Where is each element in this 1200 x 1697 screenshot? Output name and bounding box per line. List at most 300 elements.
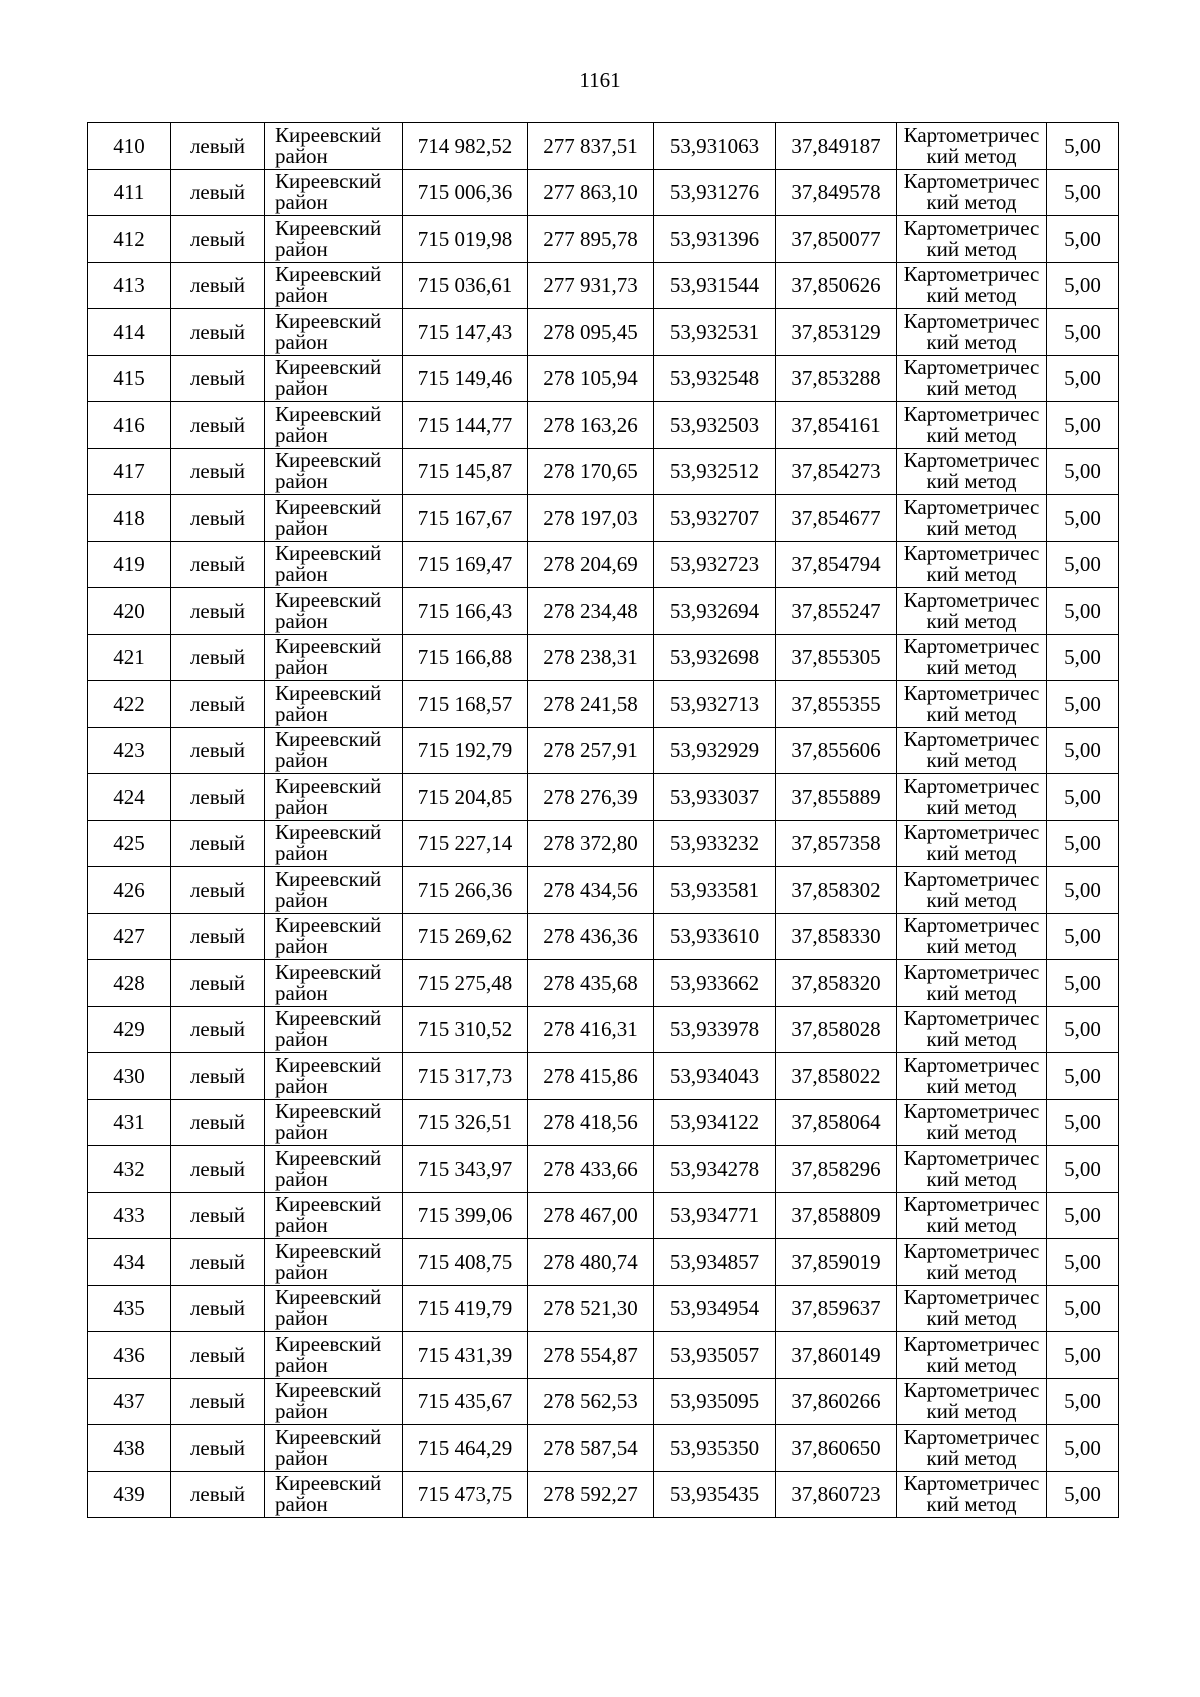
latitude-cell: 53,933581 bbox=[654, 867, 776, 914]
side-cell: левый bbox=[171, 681, 265, 728]
method-cell: Картометрический метод bbox=[897, 1425, 1047, 1472]
point-number-cell: 412 bbox=[88, 216, 171, 263]
district-cell: Киреевский район bbox=[265, 309, 403, 356]
accuracy-cell: 5,00 bbox=[1047, 588, 1119, 635]
accuracy-cell: 5,00 bbox=[1047, 774, 1119, 821]
method-cell: Картометрический метод bbox=[897, 681, 1047, 728]
longitude-cell: 37,854161 bbox=[776, 402, 897, 449]
y-coordinate-cell: 278 467,00 bbox=[528, 1192, 654, 1239]
x-coordinate-cell: 715 266,36 bbox=[403, 867, 528, 914]
latitude-cell: 53,934857 bbox=[654, 1239, 776, 1286]
longitude-cell: 37,858330 bbox=[776, 913, 897, 960]
y-coordinate-cell: 278 592,27 bbox=[528, 1471, 654, 1518]
accuracy-cell: 5,00 bbox=[1047, 495, 1119, 542]
x-coordinate-cell: 715 269,62 bbox=[403, 913, 528, 960]
accuracy-cell: 5,00 bbox=[1047, 262, 1119, 309]
district-cell: Киреевский район bbox=[265, 1471, 403, 1518]
point-number-cell: 423 bbox=[88, 727, 171, 774]
y-coordinate-cell: 278 241,58 bbox=[528, 681, 654, 728]
longitude-cell: 37,860149 bbox=[776, 1332, 897, 1379]
y-coordinate-cell: 278 105,94 bbox=[528, 355, 654, 402]
x-coordinate-cell: 715 166,43 bbox=[403, 588, 528, 635]
side-cell: левый bbox=[171, 216, 265, 263]
method-cell: Картометрический метод bbox=[897, 402, 1047, 449]
method-cell: Картометрический метод bbox=[897, 1006, 1047, 1053]
district-cell: Киреевский район bbox=[265, 727, 403, 774]
y-coordinate-cell: 278 434,56 bbox=[528, 867, 654, 914]
side-cell: левый bbox=[171, 1239, 265, 1286]
point-number-cell: 430 bbox=[88, 1053, 171, 1100]
accuracy-cell: 5,00 bbox=[1047, 448, 1119, 495]
x-coordinate-cell: 715 343,97 bbox=[403, 1146, 528, 1193]
point-number-cell: 417 bbox=[88, 448, 171, 495]
accuracy-cell: 5,00 bbox=[1047, 1378, 1119, 1425]
longitude-cell: 37,858320 bbox=[776, 960, 897, 1007]
point-number-cell: 438 bbox=[88, 1425, 171, 1472]
x-coordinate-cell: 715 167,67 bbox=[403, 495, 528, 542]
longitude-cell: 37,860266 bbox=[776, 1378, 897, 1425]
side-cell: левый bbox=[171, 448, 265, 495]
longitude-cell: 37,850077 bbox=[776, 216, 897, 263]
point-number-cell: 434 bbox=[88, 1239, 171, 1286]
point-number-cell: 419 bbox=[88, 541, 171, 588]
longitude-cell: 37,850626 bbox=[776, 262, 897, 309]
latitude-cell: 53,932512 bbox=[654, 448, 776, 495]
point-number-cell: 418 bbox=[88, 495, 171, 542]
page-number: 1161 bbox=[579, 68, 621, 92]
point-number-cell: 414 bbox=[88, 309, 171, 356]
side-cell: левый bbox=[171, 541, 265, 588]
district-cell: Киреевский район bbox=[265, 960, 403, 1007]
point-number-cell: 424 bbox=[88, 774, 171, 821]
longitude-cell: 37,849578 bbox=[776, 169, 897, 216]
table-row bbox=[88, 774, 1119, 821]
y-coordinate-cell: 277 837,51 bbox=[528, 123, 654, 170]
side-cell: левый bbox=[171, 1378, 265, 1425]
side-cell: левый bbox=[171, 588, 265, 635]
point-number-cell: 437 bbox=[88, 1378, 171, 1425]
longitude-cell: 37,855889 bbox=[776, 774, 897, 821]
point-number-cell: 431 bbox=[88, 1099, 171, 1146]
point-number-cell: 436 bbox=[88, 1332, 171, 1379]
table-row bbox=[88, 1239, 1119, 1286]
accuracy-cell: 5,00 bbox=[1047, 1285, 1119, 1332]
method-cell: Картометрический метод bbox=[897, 1239, 1047, 1286]
side-cell: левый bbox=[171, 1332, 265, 1379]
x-coordinate-cell: 715 408,75 bbox=[403, 1239, 528, 1286]
side-cell: левый bbox=[171, 1146, 265, 1193]
y-coordinate-cell: 277 863,10 bbox=[528, 169, 654, 216]
point-number-cell: 435 bbox=[88, 1285, 171, 1332]
accuracy-cell: 5,00 bbox=[1047, 1006, 1119, 1053]
method-cell: Картометрический метод bbox=[897, 1099, 1047, 1146]
longitude-cell: 37,858022 bbox=[776, 1053, 897, 1100]
latitude-cell: 53,932713 bbox=[654, 681, 776, 728]
method-cell: Картометрический метод bbox=[897, 448, 1047, 495]
y-coordinate-cell: 278 415,86 bbox=[528, 1053, 654, 1100]
side-cell: левый bbox=[171, 1053, 265, 1100]
latitude-cell: 53,931276 bbox=[654, 169, 776, 216]
accuracy-cell: 5,00 bbox=[1047, 309, 1119, 356]
accuracy-cell: 5,00 bbox=[1047, 681, 1119, 728]
side-cell: левый bbox=[171, 1006, 265, 1053]
method-cell: Картометрический метод bbox=[897, 634, 1047, 681]
side-cell: левый bbox=[171, 820, 265, 867]
method-cell: Картометрический метод bbox=[897, 774, 1047, 821]
side-cell: левый bbox=[171, 262, 265, 309]
table-row bbox=[88, 262, 1119, 309]
point-number-cell: 439 bbox=[88, 1471, 171, 1518]
side-cell: левый bbox=[171, 774, 265, 821]
y-coordinate-cell: 278 436,36 bbox=[528, 913, 654, 960]
district-cell: Киреевский район bbox=[265, 1006, 403, 1053]
longitude-cell: 37,860650 bbox=[776, 1425, 897, 1472]
latitude-cell: 53,931063 bbox=[654, 123, 776, 170]
accuracy-cell: 5,00 bbox=[1047, 820, 1119, 867]
longitude-cell: 37,857358 bbox=[776, 820, 897, 867]
longitude-cell: 37,849187 bbox=[776, 123, 897, 170]
latitude-cell: 53,933610 bbox=[654, 913, 776, 960]
district-cell: Киреевский район bbox=[265, 216, 403, 263]
side-cell: левый bbox=[171, 169, 265, 216]
latitude-cell: 53,932503 bbox=[654, 402, 776, 449]
latitude-cell: 53,932929 bbox=[654, 727, 776, 774]
accuracy-cell: 5,00 bbox=[1047, 1425, 1119, 1472]
longitude-cell: 37,853129 bbox=[776, 309, 897, 356]
table-row bbox=[88, 169, 1119, 216]
latitude-cell: 53,932698 bbox=[654, 634, 776, 681]
y-coordinate-cell: 278 204,69 bbox=[528, 541, 654, 588]
method-cell: Картометрический метод bbox=[897, 123, 1047, 170]
x-coordinate-cell: 715 169,47 bbox=[403, 541, 528, 588]
method-cell: Картометрический метод bbox=[897, 1285, 1047, 1332]
x-coordinate-cell: 715 419,79 bbox=[403, 1285, 528, 1332]
x-coordinate-cell: 715 145,87 bbox=[403, 448, 528, 495]
x-coordinate-cell: 715 464,29 bbox=[403, 1425, 528, 1472]
district-cell: Киреевский район bbox=[265, 634, 403, 681]
latitude-cell: 53,934278 bbox=[654, 1146, 776, 1193]
longitude-cell: 37,859019 bbox=[776, 1239, 897, 1286]
side-cell: левый bbox=[171, 355, 265, 402]
table-row bbox=[88, 960, 1119, 1007]
method-cell: Картометрический метод bbox=[897, 1471, 1047, 1518]
method-cell: Картометрический метод bbox=[897, 216, 1047, 263]
accuracy-cell: 5,00 bbox=[1047, 634, 1119, 681]
longitude-cell: 37,858296 bbox=[776, 1146, 897, 1193]
longitude-cell: 37,860723 bbox=[776, 1471, 897, 1518]
district-cell: Киреевский район bbox=[265, 1099, 403, 1146]
side-cell: левый bbox=[171, 1285, 265, 1332]
accuracy-cell: 5,00 bbox=[1047, 541, 1119, 588]
district-cell: Киреевский район bbox=[265, 495, 403, 542]
longitude-cell: 37,854794 bbox=[776, 541, 897, 588]
longitude-cell: 37,858302 bbox=[776, 867, 897, 914]
y-coordinate-cell: 278 416,31 bbox=[528, 1006, 654, 1053]
y-coordinate-cell: 278 238,31 bbox=[528, 634, 654, 681]
method-cell: Картометрический метод bbox=[897, 960, 1047, 1007]
district-cell: Киреевский район bbox=[265, 1146, 403, 1193]
y-coordinate-cell: 278 554,87 bbox=[528, 1332, 654, 1379]
point-number-cell: 416 bbox=[88, 402, 171, 449]
latitude-cell: 53,932531 bbox=[654, 309, 776, 356]
table-row bbox=[88, 123, 1119, 170]
point-number-cell: 421 bbox=[88, 634, 171, 681]
table-row bbox=[88, 1332, 1119, 1379]
table-row bbox=[88, 216, 1119, 263]
table-row bbox=[88, 1192, 1119, 1239]
district-cell: Киреевский район bbox=[265, 402, 403, 449]
x-coordinate-cell: 715 019,98 bbox=[403, 216, 528, 263]
latitude-cell: 53,935350 bbox=[654, 1425, 776, 1472]
latitude-cell: 53,932548 bbox=[654, 355, 776, 402]
latitude-cell: 53,934954 bbox=[654, 1285, 776, 1332]
y-coordinate-cell: 277 895,78 bbox=[528, 216, 654, 263]
longitude-cell: 37,859637 bbox=[776, 1285, 897, 1332]
y-coordinate-cell: 278 521,30 bbox=[528, 1285, 654, 1332]
method-cell: Картометрический метод bbox=[897, 867, 1047, 914]
method-cell: Картометрический метод bbox=[897, 913, 1047, 960]
district-cell: Киреевский район bbox=[265, 262, 403, 309]
x-coordinate-cell: 715 147,43 bbox=[403, 309, 528, 356]
point-number-cell: 429 bbox=[88, 1006, 171, 1053]
method-cell: Картометрический метод bbox=[897, 1192, 1047, 1239]
y-coordinate-cell: 278 562,53 bbox=[528, 1378, 654, 1425]
table-row bbox=[88, 588, 1119, 635]
table-row bbox=[88, 1146, 1119, 1193]
x-coordinate-cell: 715 310,52 bbox=[403, 1006, 528, 1053]
x-coordinate-cell: 715 168,57 bbox=[403, 681, 528, 728]
table-row bbox=[88, 1471, 1119, 1518]
latitude-cell: 53,934771 bbox=[654, 1192, 776, 1239]
method-cell: Картометрический метод bbox=[897, 820, 1047, 867]
side-cell: левый bbox=[171, 1099, 265, 1146]
method-cell: Картометрический метод bbox=[897, 355, 1047, 402]
point-number-cell: 433 bbox=[88, 1192, 171, 1239]
side-cell: левый bbox=[171, 1471, 265, 1518]
district-cell: Киреевский район bbox=[265, 355, 403, 402]
accuracy-cell: 5,00 bbox=[1047, 867, 1119, 914]
district-cell: Киреевский район bbox=[265, 820, 403, 867]
accuracy-cell: 5,00 bbox=[1047, 1053, 1119, 1100]
accuracy-cell: 5,00 bbox=[1047, 169, 1119, 216]
side-cell: левый bbox=[171, 123, 265, 170]
longitude-cell: 37,855355 bbox=[776, 681, 897, 728]
latitude-cell: 53,935095 bbox=[654, 1378, 776, 1425]
district-cell: Киреевский район bbox=[265, 123, 403, 170]
side-cell: левый bbox=[171, 495, 265, 542]
district-cell: Киреевский район bbox=[265, 1285, 403, 1332]
table-row bbox=[88, 309, 1119, 356]
y-coordinate-cell: 278 418,56 bbox=[528, 1099, 654, 1146]
district-cell: Киреевский район bbox=[265, 1192, 403, 1239]
x-coordinate-cell: 715 192,79 bbox=[403, 727, 528, 774]
side-cell: левый bbox=[171, 913, 265, 960]
table-row bbox=[88, 448, 1119, 495]
method-cell: Картометрический метод bbox=[897, 1378, 1047, 1425]
method-cell: Картометрический метод bbox=[897, 495, 1047, 542]
y-coordinate-cell: 278 587,54 bbox=[528, 1425, 654, 1472]
method-cell: Картометрический метод bbox=[897, 309, 1047, 356]
y-coordinate-cell: 278 480,74 bbox=[528, 1239, 654, 1286]
district-cell: Киреевский район bbox=[265, 913, 403, 960]
table-row bbox=[88, 913, 1119, 960]
accuracy-cell: 5,00 bbox=[1047, 1332, 1119, 1379]
longitude-cell: 37,858809 bbox=[776, 1192, 897, 1239]
table-row bbox=[88, 681, 1119, 728]
method-cell: Картометрический метод bbox=[897, 169, 1047, 216]
method-cell: Картометрический метод bbox=[897, 1332, 1047, 1379]
table-row bbox=[88, 867, 1119, 914]
method-cell: Картометрический метод bbox=[897, 262, 1047, 309]
longitude-cell: 37,855606 bbox=[776, 727, 897, 774]
point-number-cell: 415 bbox=[88, 355, 171, 402]
latitude-cell: 53,933232 bbox=[654, 820, 776, 867]
district-cell: Киреевский район bbox=[265, 867, 403, 914]
latitude-cell: 53,932723 bbox=[654, 541, 776, 588]
district-cell: Киреевский район bbox=[265, 1378, 403, 1425]
latitude-cell: 53,935057 bbox=[654, 1332, 776, 1379]
point-number-cell: 410 bbox=[88, 123, 171, 170]
district-cell: Киреевский район bbox=[265, 1239, 403, 1286]
accuracy-cell: 5,00 bbox=[1047, 402, 1119, 449]
longitude-cell: 37,853288 bbox=[776, 355, 897, 402]
x-coordinate-cell: 715 473,75 bbox=[403, 1471, 528, 1518]
district-cell: Киреевский район bbox=[265, 448, 403, 495]
accuracy-cell: 5,00 bbox=[1047, 1239, 1119, 1286]
side-cell: левый bbox=[171, 402, 265, 449]
point-number-cell: 422 bbox=[88, 681, 171, 728]
point-number-cell: 432 bbox=[88, 1146, 171, 1193]
district-cell: Киреевский район bbox=[265, 1053, 403, 1100]
y-coordinate-cell: 277 931,73 bbox=[528, 262, 654, 309]
district-cell: Киреевский район bbox=[265, 1332, 403, 1379]
x-coordinate-cell: 714 982,52 bbox=[403, 123, 528, 170]
table-body bbox=[88, 123, 1119, 1518]
point-number-cell: 426 bbox=[88, 867, 171, 914]
point-number-cell: 411 bbox=[88, 169, 171, 216]
y-coordinate-cell: 278 433,66 bbox=[528, 1146, 654, 1193]
latitude-cell: 53,934043 bbox=[654, 1053, 776, 1100]
side-cell: левый bbox=[171, 960, 265, 1007]
longitude-cell: 37,858064 bbox=[776, 1099, 897, 1146]
y-coordinate-cell: 278 170,65 bbox=[528, 448, 654, 495]
y-coordinate-cell: 278 257,91 bbox=[528, 727, 654, 774]
x-coordinate-cell: 715 326,51 bbox=[403, 1099, 528, 1146]
table-row bbox=[88, 402, 1119, 449]
y-coordinate-cell: 278 163,26 bbox=[528, 402, 654, 449]
accuracy-cell: 5,00 bbox=[1047, 960, 1119, 1007]
table-row bbox=[88, 541, 1119, 588]
y-coordinate-cell: 278 435,68 bbox=[528, 960, 654, 1007]
accuracy-cell: 5,00 bbox=[1047, 727, 1119, 774]
side-cell: левый bbox=[171, 727, 265, 774]
x-coordinate-cell: 715 435,67 bbox=[403, 1378, 528, 1425]
district-cell: Киреевский район bbox=[265, 588, 403, 635]
table-row bbox=[88, 1285, 1119, 1332]
latitude-cell: 53,934122 bbox=[654, 1099, 776, 1146]
coordinates-table bbox=[87, 122, 1119, 1518]
longitude-cell: 37,855305 bbox=[776, 634, 897, 681]
x-coordinate-cell: 715 204,85 bbox=[403, 774, 528, 821]
table-row bbox=[88, 1099, 1119, 1146]
table-row bbox=[88, 727, 1119, 774]
point-number-cell: 420 bbox=[88, 588, 171, 635]
latitude-cell: 53,933978 bbox=[654, 1006, 776, 1053]
latitude-cell: 53,935435 bbox=[654, 1471, 776, 1518]
accuracy-cell: 5,00 bbox=[1047, 355, 1119, 402]
y-coordinate-cell: 278 372,80 bbox=[528, 820, 654, 867]
y-coordinate-cell: 278 095,45 bbox=[528, 309, 654, 356]
y-coordinate-cell: 278 234,48 bbox=[528, 588, 654, 635]
accuracy-cell: 5,00 bbox=[1047, 216, 1119, 263]
x-coordinate-cell: 715 149,46 bbox=[403, 355, 528, 402]
y-coordinate-cell: 278 276,39 bbox=[528, 774, 654, 821]
latitude-cell: 53,933662 bbox=[654, 960, 776, 1007]
table-row bbox=[88, 820, 1119, 867]
point-number-cell: 428 bbox=[88, 960, 171, 1007]
method-cell: Картометрический метод bbox=[897, 541, 1047, 588]
x-coordinate-cell: 715 036,61 bbox=[403, 262, 528, 309]
side-cell: левый bbox=[171, 867, 265, 914]
latitude-cell: 53,931544 bbox=[654, 262, 776, 309]
district-cell: Киреевский район bbox=[265, 541, 403, 588]
accuracy-cell: 5,00 bbox=[1047, 1471, 1119, 1518]
longitude-cell: 37,855247 bbox=[776, 588, 897, 635]
table-row bbox=[88, 1053, 1119, 1100]
side-cell: левый bbox=[171, 634, 265, 681]
x-coordinate-cell: 715 227,14 bbox=[403, 820, 528, 867]
table-row bbox=[88, 634, 1119, 681]
x-coordinate-cell: 715 431,39 bbox=[403, 1332, 528, 1379]
point-number-cell: 425 bbox=[88, 820, 171, 867]
table-row bbox=[88, 495, 1119, 542]
table-row bbox=[88, 355, 1119, 402]
side-cell: левый bbox=[171, 1425, 265, 1472]
method-cell: Картометрический метод bbox=[897, 727, 1047, 774]
longitude-cell: 37,858028 bbox=[776, 1006, 897, 1053]
accuracy-cell: 5,00 bbox=[1047, 913, 1119, 960]
accuracy-cell: 5,00 bbox=[1047, 1146, 1119, 1193]
point-number-cell: 413 bbox=[88, 262, 171, 309]
latitude-cell: 53,933037 bbox=[654, 774, 776, 821]
point-number-cell: 427 bbox=[88, 913, 171, 960]
method-cell: Картометрический метод bbox=[897, 588, 1047, 635]
latitude-cell: 53,931396 bbox=[654, 216, 776, 263]
x-coordinate-cell: 715 166,88 bbox=[403, 634, 528, 681]
x-coordinate-cell: 715 006,36 bbox=[403, 169, 528, 216]
x-coordinate-cell: 715 399,06 bbox=[403, 1192, 528, 1239]
table-row bbox=[88, 1378, 1119, 1425]
method-cell: Картометрический метод bbox=[897, 1053, 1047, 1100]
district-cell: Киреевский район bbox=[265, 1425, 403, 1472]
accuracy-cell: 5,00 bbox=[1047, 1192, 1119, 1239]
latitude-cell: 53,932694 bbox=[654, 588, 776, 635]
x-coordinate-cell: 715 317,73 bbox=[403, 1053, 528, 1100]
latitude-cell: 53,932707 bbox=[654, 495, 776, 542]
district-cell: Киреевский район bbox=[265, 681, 403, 728]
district-cell: Киреевский район bbox=[265, 169, 403, 216]
table-row bbox=[88, 1425, 1119, 1472]
accuracy-cell: 5,00 bbox=[1047, 123, 1119, 170]
longitude-cell: 37,854677 bbox=[776, 495, 897, 542]
side-cell: левый bbox=[171, 309, 265, 356]
district-cell: Киреевский район bbox=[265, 774, 403, 821]
x-coordinate-cell: 715 275,48 bbox=[403, 960, 528, 1007]
longitude-cell: 37,854273 bbox=[776, 448, 897, 495]
y-coordinate-cell: 278 197,03 bbox=[528, 495, 654, 542]
side-cell: левый bbox=[171, 1192, 265, 1239]
method-cell: Картометрический метод bbox=[897, 1146, 1047, 1193]
